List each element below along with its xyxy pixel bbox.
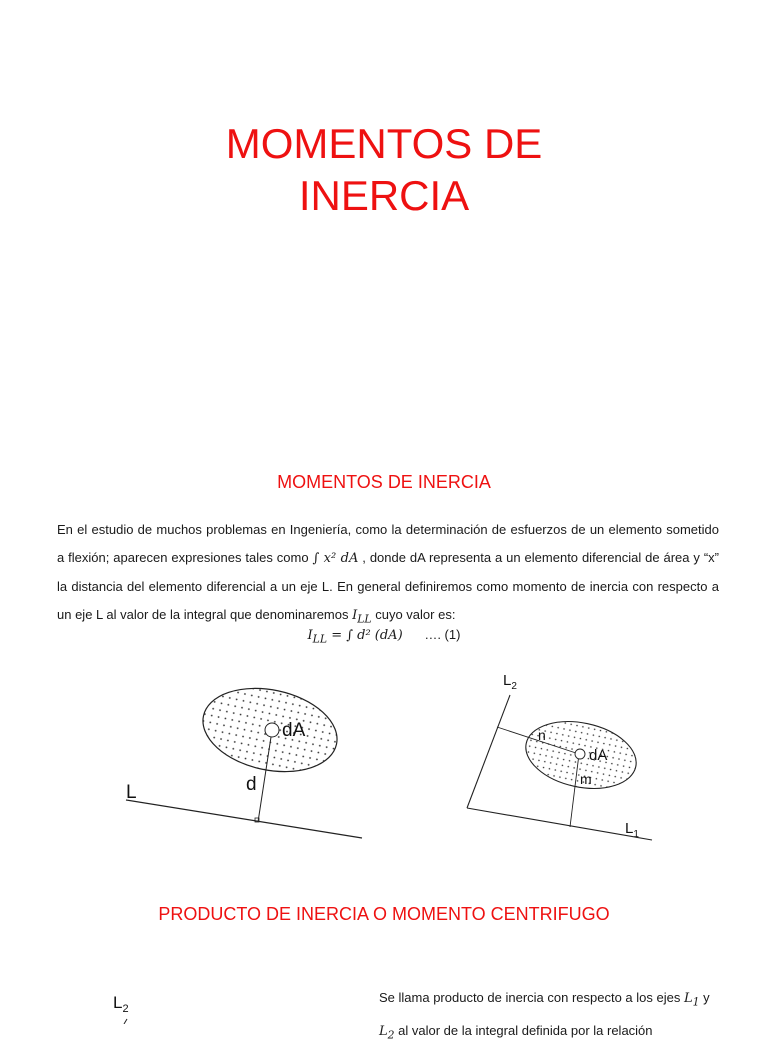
- equation-number: …. (1): [424, 627, 461, 642]
- label-L2-fig3: $L_2$: [113, 993, 129, 1015]
- symbol-L2: L: [379, 1023, 388, 1039]
- para-text-a: En el estudio de muchos problemas en Ingeniería, como la determinación de esfuerzos de un elemento sometido a flexión; aparecen expresiones tales como: [57, 522, 719, 565]
- symbol-I-subscript: LL: [357, 612, 372, 626]
- intro-paragraph: [57, 516, 719, 634]
- page-title-line-1: MOMENTOS DE: [225, 120, 543, 167]
- label-d: d: [246, 774, 257, 795]
- figure-moment-of-inertia: [110, 670, 380, 850]
- para-text-c: cuyo valor es:: [371, 607, 456, 622]
- symbol-L1: L: [683, 991, 693, 1006]
- section-heading-producto: PRODUCTO DE INERCIA O MOMENTO CENTRIFUGO: [158, 904, 610, 924]
- page-title: [0, 118, 768, 222]
- label-m: m: [580, 771, 592, 787]
- section-heading-momentos: MOMENTOS DE INERCIA: [277, 472, 491, 492]
- symbol-L2-subscript: 2: [387, 1028, 395, 1042]
- equation-lhs: I: [307, 628, 313, 643]
- label-L: L: [126, 782, 137, 803]
- integral-expression: ∫ x² dA: [312, 551, 359, 566]
- label-dA-2: dA: [589, 747, 608, 764]
- symbol-L1-subscript: 1: [692, 995, 700, 1009]
- para2-text-b: y: [699, 990, 710, 1005]
- product-paragraph: [379, 984, 724, 1049]
- figure-product-of-inertia: [105, 988, 165, 1024]
- element-dA-circle: [265, 723, 279, 737]
- label-dA: dA: [282, 720, 306, 741]
- page-title-line-2: INERCIA: [298, 172, 470, 219]
- para2-text-c: al valor de la integral definida por la relación: [394, 1022, 653, 1038]
- equation-rhs: = ∫ d² (dA): [327, 628, 403, 643]
- figure-product-axes: [455, 665, 665, 845]
- equation-lhs-subscript: LL: [312, 632, 328, 646]
- para-text-b: , donde dA representa a un elemento diferencial de área y “x” la distancia del elemento diferencial a un eje L. En general definiremos como momento de inercia con respecto a un eje L al valor de la integral que denominaremos: [57, 550, 720, 622]
- label-L1: $L_1$: [625, 820, 639, 840]
- axis-L2-line-fig3: [124, 1019, 127, 1024]
- para2-text-a: Se llama producto de inercia con respecto a los ejes: [379, 990, 684, 1005]
- symbol-I: I: [352, 608, 358, 623]
- label-n: n: [538, 727, 546, 743]
- axis-L2-line: [467, 695, 510, 808]
- label-L2: $L_2$: [503, 672, 517, 692]
- equation-1: [0, 627, 768, 646]
- element-dA-circle-2: [575, 749, 585, 759]
- axis-L-line: [126, 800, 362, 838]
